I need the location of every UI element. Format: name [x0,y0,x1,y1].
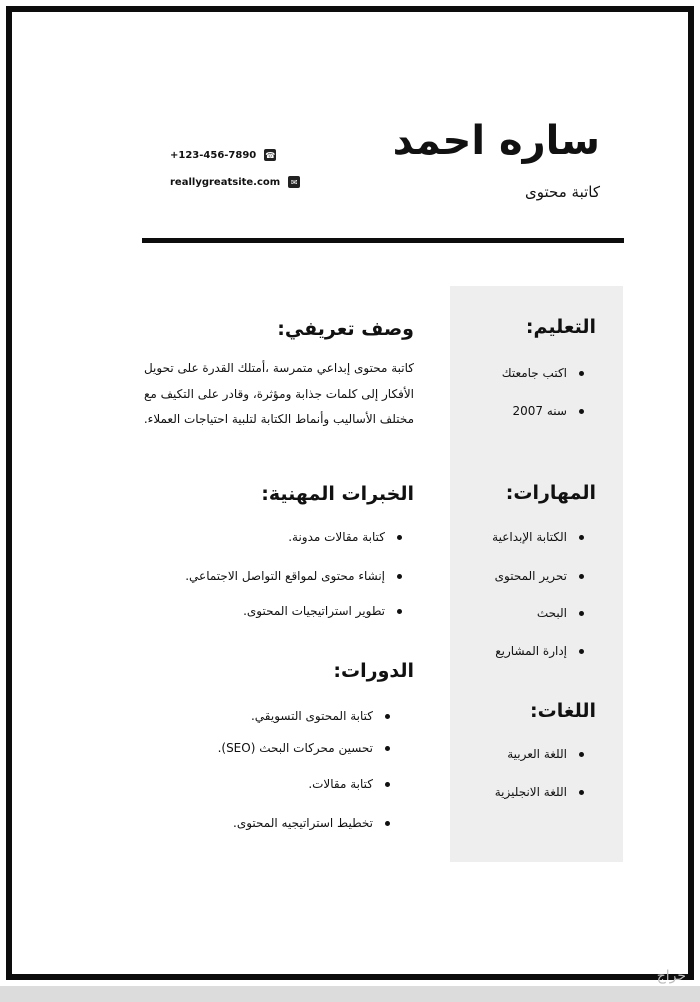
list-item: اكتب جامعتك [502,366,584,380]
bullet-icon [385,746,390,751]
bullet-icon [579,611,584,616]
bullet-icon [397,609,402,614]
experience-heading: الخبرات المهنية: [261,483,414,505]
job-title: كاتبة محتوى [525,183,600,201]
list-item: اللغة الانجليزية [495,785,584,799]
list-item: إنشاء محتوى لمواقع التواصل الاجتماعي. [185,569,402,583]
bullet-icon [579,371,584,376]
list-item: تطوير استراتيجيات المحتوى. [243,604,402,618]
email-icon: ✉ [288,176,300,188]
bullet-icon [579,409,584,414]
bottom-strip [0,986,700,1002]
list-item: كتابة المحتوى التسويقي. [251,709,390,723]
website-text: reallygreatsite.com [170,176,281,188]
list-item: كتابة مقالات مدونة. [288,530,402,544]
bullet-icon [385,821,390,826]
bullet-icon [397,574,402,579]
list-item: سنه 2007 [513,404,584,418]
bullet-icon [385,782,390,787]
education-heading: التعليم: [525,316,596,338]
list-item: كتابة مقالات. [308,777,390,791]
list-item: تخطيط استراتيجيه المحتوى. [233,816,390,830]
bullet-icon [385,714,390,719]
list-item: تحرير المحتوى [495,569,584,583]
bullet-icon [579,752,584,757]
list-item: اللغة العربية [507,747,584,761]
languages-heading: اللغات: [530,700,596,722]
list-item: إدارة المشاريع [495,644,584,658]
phone-icon: ☎ [265,150,276,160]
bullet-icon [397,535,402,540]
phone-text: +123-456-7890 [170,149,257,161]
courses-heading: الدورات: [333,660,414,682]
profile-heading: وصف تعريفي: [277,318,414,340]
bullet-icon [579,649,584,654]
watermark-logo: حراج [656,968,686,984]
phone-contact [170,149,276,161]
list-item: البحث [537,606,584,620]
resume-name: ساره احمد [392,118,600,164]
website-contact [170,176,300,188]
bullet-icon [579,535,584,540]
bullet-icon [579,574,584,579]
header-divider [142,238,624,243]
profile-text: كاتبة محتوى إبداعي متمرسة ،أمتلك القدرة على تحويل الأفكار إلى كلمات جذابة ومؤثرة، وقادر على التكيف مع مختلف الأساليب وأنماط الكتابة لتلبية احتياجات العملاء. [143,361,414,426]
list-item: تحسين محركات البحث (SEO). [218,741,390,755]
skills-heading: المهارات: [505,482,596,504]
bullet-icon [579,790,584,795]
list-item: الكتابة الإبداعية [492,530,584,544]
